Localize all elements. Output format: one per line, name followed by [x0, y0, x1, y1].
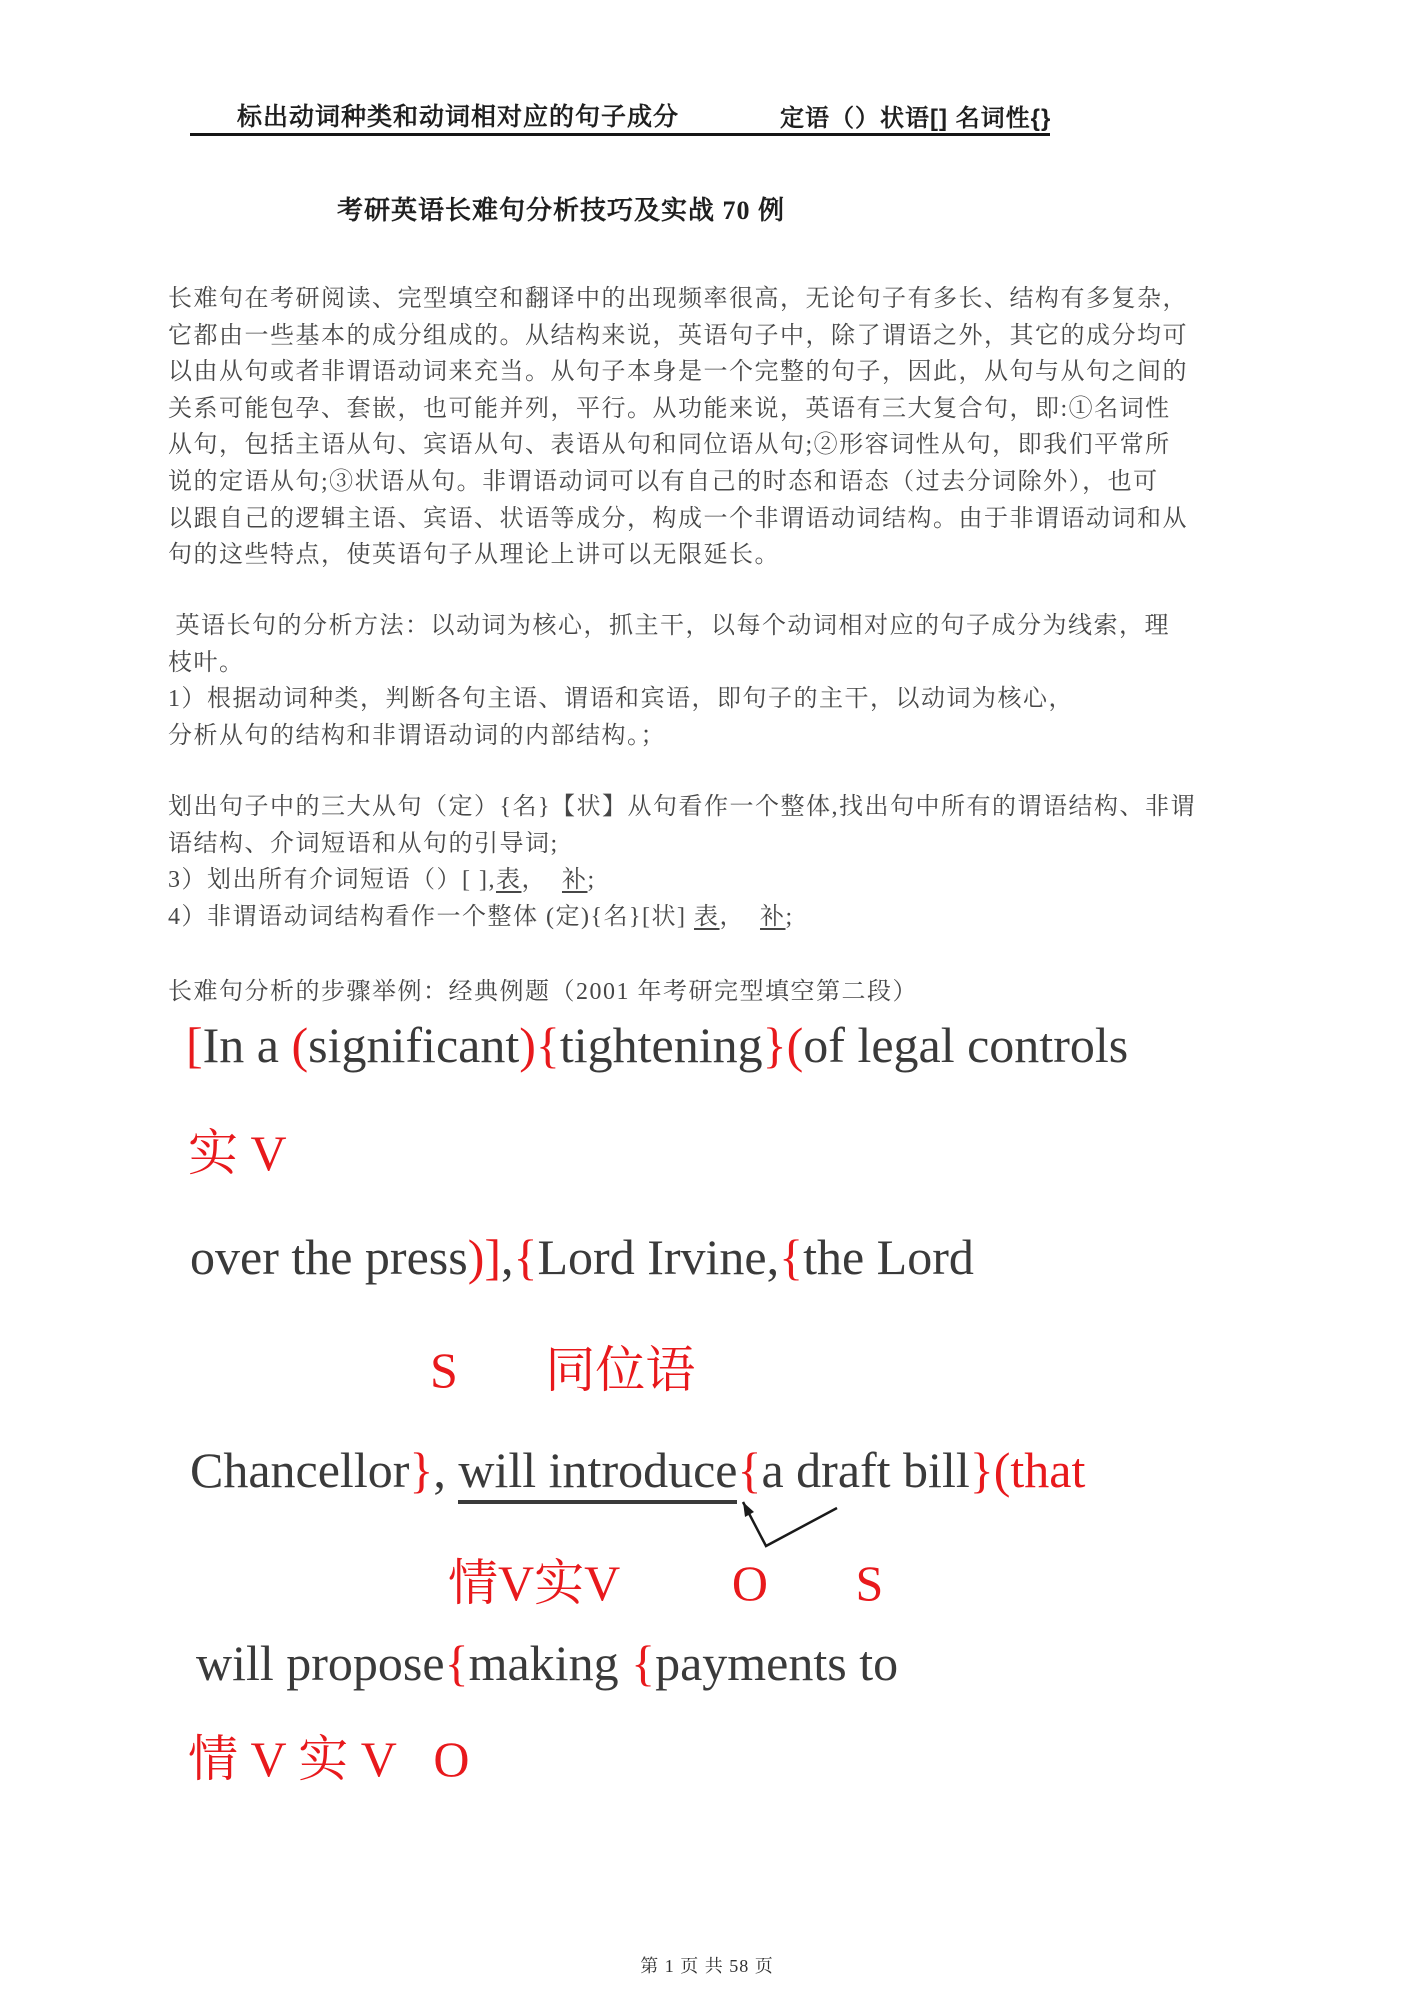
text-segment: Lord Irvine, — [537, 1229, 780, 1285]
text-segment: } — [409, 1442, 434, 1498]
text-segment: making — [468, 1635, 632, 1691]
text-line: 1）根据动词种类，判断各句主语、谓语和宾语，即句子的主干，以动词为核心， — [168, 686, 1074, 713]
text-segment: , — [433, 1442, 459, 1498]
text-segment: ; — [785, 903, 794, 930]
text-line: 关系可能包孕、套嵌，也可能并列，平行。从功能来说，英语有三大复合句，即:①名词性 — [168, 395, 1171, 422]
page-footer: 第 1 页 共 58 页 — [640, 1956, 774, 1976]
text-segment: { — [513, 1229, 538, 1285]
text-segment: 情V实V — [448, 1555, 620, 1611]
text-segment: ， — [719, 903, 761, 930]
text-segment: ( — [786, 1017, 804, 1073]
text-segment: 表 — [495, 867, 522, 894]
text-segment: { — [631, 1635, 656, 1691]
text-segment: } — [762, 1017, 787, 1073]
text-line: 句的这些特点，使英语句子从理论上讲可以无限延长。 — [168, 542, 780, 569]
analysis-label-qing-v-o-s — [448, 1554, 883, 1613]
text-segment: S — [855, 1555, 884, 1611]
text-segment: { — [444, 1635, 469, 1691]
text-segment: 情 V 实 V — [188, 1731, 396, 1787]
text-line: 长难句在考研阅读、完型填空和翻译中的出现频率很高，无论句子有多长、结构有多复杂， — [168, 286, 1188, 312]
text-segment: tightening — [559, 1017, 763, 1073]
text-segment: 同位语 — [545, 1342, 696, 1398]
header-rule — [190, 133, 1050, 136]
text-segment: payments to — [655, 1635, 899, 1691]
text-segment: 3）划出所有介词短语（）[ ], — [168, 867, 496, 894]
text-segment: will introduce — [458, 1442, 737, 1504]
text-line: 英语长句的分析方法：以动词为核心，抓主干，以每个动词相对应的句子成分为线索，理 — [168, 613, 1170, 639]
example-caption: 长难句分析的步骤举例：经典例题（2001 年考研完型填空第二段） — [168, 979, 918, 1005]
text-line — [168, 899, 1258, 936]
text-segment: 补 — [760, 903, 786, 930]
analysis-sentence-line-2 — [190, 1228, 974, 1287]
text-segment: of legal controls — [803, 1017, 1129, 1073]
text-segment: (that — [993, 1442, 1086, 1498]
text-line: 分析从句的结构和非谓语动词的内部结构。； — [168, 722, 666, 749]
text-segment: ( — [291, 1017, 309, 1073]
header-right-text: 定语（）状语[] 名词性{} — [780, 105, 1052, 132]
analysis-label-s-apposition — [430, 1341, 695, 1400]
text-segment: } — [969, 1442, 994, 1498]
text-line: 语结构、介词短语和从句的引导词; — [168, 830, 559, 857]
text-segment: S — [430, 1342, 458, 1398]
text-line: 以由从句或者非谓语动词来充当。从句子本身是一个完整的句子，因此，从句与从句之间的 — [168, 359, 1188, 386]
text-segment: { — [737, 1442, 762, 1498]
text-segment — [396, 1731, 434, 1787]
analysis-sentence-line-3 — [190, 1441, 1085, 1500]
text-segment: 4）非谓语动词结构看作一个整体 (定){名}[状] — [168, 903, 695, 930]
text-line: 它都由一些基本的成分组成的。从结构来说，英语句子中，除了谓语之外，其它的成分均可 — [168, 322, 1188, 349]
text-segment — [458, 1342, 546, 1398]
text-segment: ) — [519, 1017, 536, 1073]
analysis-sentence-line-4 — [196, 1634, 898, 1693]
analysis-sentence-line-1 — [186, 1016, 1128, 1075]
analysis-label-qing-v-o — [188, 1730, 470, 1789]
page-title: 考研英语长难句分析技巧及实战 70 例 — [337, 196, 786, 225]
header-left-text: 标出动词种类和动词相对应的句子成分 — [237, 103, 680, 131]
text-segment: Chancellor — [190, 1442, 410, 1498]
text-segment: O — [731, 1555, 768, 1611]
text-segment: over the press — [190, 1229, 468, 1285]
method-paragraph — [168, 608, 1258, 754]
text-line: 枝叶。 — [168, 649, 245, 676]
text-segment: will propose — [196, 1635, 445, 1691]
text-line — [168, 862, 1258, 899]
text-segment: O — [433, 1731, 470, 1787]
intro-paragraph — [168, 281, 1258, 574]
text-segment: significant — [308, 1017, 520, 1073]
text-line: 划出句子中的三大从句（定）{名}【状】从句看作一个整体,找出句中所有的谓语结构、非谓 — [168, 794, 1197, 820]
text-segment: 补 — [561, 867, 588, 894]
text-segment: a draft bill — [761, 1442, 970, 1498]
text-segment: In a — [202, 1017, 292, 1073]
text-line: 从句，包括主语从句、宾语从句、表语从句和同位语从句;②形容词性从句，即我们平常所 — [168, 432, 1171, 459]
text-segment: the Lord — [803, 1229, 974, 1285]
steps-paragraph — [168, 789, 1258, 935]
text-segment: { — [779, 1229, 804, 1285]
annotation-arrow — [731, 1494, 847, 1554]
text-segment: )] — [467, 1229, 501, 1285]
text-segment: ， — [521, 867, 562, 894]
text-line: 以跟自己的逻辑主语、宾语、状语等成分，构成一个非谓语动词结构。由于非谓语动词和从 — [168, 505, 1188, 532]
text-segment — [619, 1555, 732, 1611]
text-segment: ; — [587, 867, 596, 894]
text-line: 说的定语从句;③状语从句。非谓语动词可以有自己的时态和语态（过去分词除外），也可 — [168, 468, 1159, 495]
text-segment: 表 — [694, 903, 720, 930]
text-segment: [ — [186, 1017, 203, 1073]
text-segment: { — [535, 1017, 560, 1073]
analysis-label-shi-v — [188, 1124, 287, 1183]
text-segment — [768, 1555, 856, 1611]
text-segment: 实 V — [188, 1125, 287, 1181]
text-segment: , — [501, 1229, 514, 1285]
